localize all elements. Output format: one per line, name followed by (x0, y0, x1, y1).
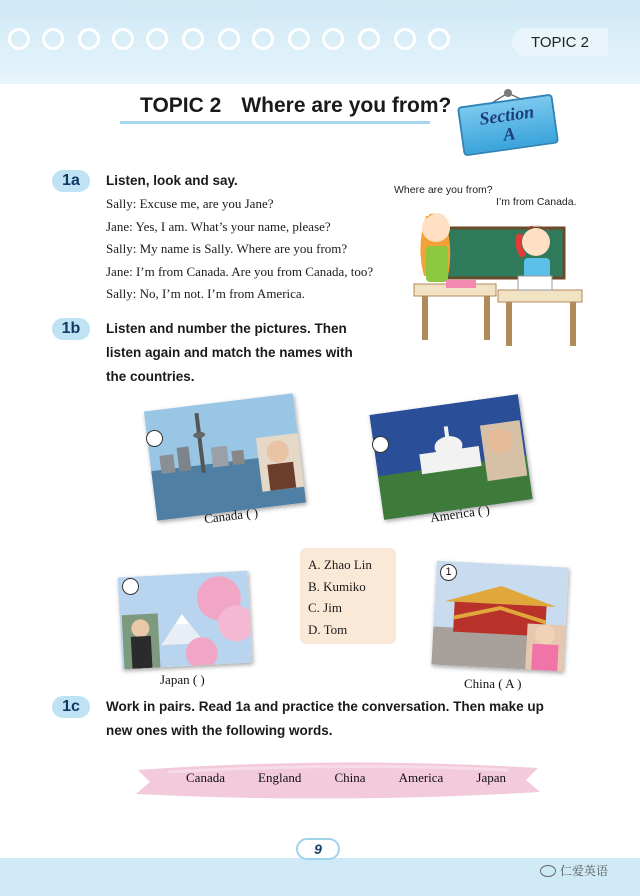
speech-bubble-answer: I’m from Canada. (496, 196, 577, 208)
number-circle-china: 1 (440, 564, 457, 581)
photo-america (369, 394, 532, 520)
title-underline (120, 121, 430, 124)
word-item: Canada (186, 770, 225, 785)
instruction-1b (106, 317, 353, 389)
name-option: A. Zhao Lin (308, 557, 372, 572)
number-circle-canada[interactable] (146, 430, 163, 447)
name-option: D. Tom (308, 621, 348, 637)
exercise-label-1b: 1b (52, 318, 90, 340)
instruction-line: Work in pairs. Read 1a and practice the conversation. Then make up (106, 699, 544, 714)
names-box (300, 548, 396, 644)
section-letter: A (501, 123, 517, 145)
word-item: Japan (476, 770, 506, 785)
name-option: B. Kumiko (308, 578, 366, 594)
instruction-line: listen again and match the names with (106, 345, 353, 360)
page-number: 9 (296, 838, 340, 860)
dialogue-line: Jane: Yes, I am. What’s your name, please? (106, 218, 331, 234)
dialogue-line: Sally: Excuse me, are you Jane? (106, 196, 274, 211)
exercise-label-1a: 1a (52, 170, 90, 192)
dialogue-line: Jane: I’m from Canada. Are you from Canada, too? (106, 263, 374, 279)
title-topic: TOPIC 2 (140, 94, 222, 117)
word-list (186, 770, 506, 786)
name-option: C. Jim (308, 600, 342, 615)
decorative-circles (0, 28, 460, 60)
caption-japan: Japan ( ) (160, 672, 205, 687)
number-circle-america[interactable] (372, 436, 389, 453)
instruction-1c (106, 695, 544, 743)
caption-china: China ( A ) (464, 676, 522, 691)
exercise-label-1c: 1c (52, 696, 90, 718)
word-item: China (334, 770, 366, 785)
dialogue-line: Sally: My name is Sally. Where are you from? (106, 241, 348, 256)
section-word: Section (477, 101, 536, 129)
classroom-illustration (386, 176, 590, 352)
dialogue-line: Sally: No, I’m not. I’m from America. (106, 286, 305, 301)
speech-bubble-question: Where are you from? (394, 184, 493, 196)
watermark (540, 862, 608, 879)
watermark-text: 仁爱英语 (560, 864, 609, 878)
topic-tab: TOPIC 2 (512, 28, 608, 56)
caption-canada: Canada ( ) (203, 504, 259, 527)
page-title (140, 94, 451, 118)
instruction-line: the countries. (106, 369, 195, 384)
wechat-icon (540, 865, 556, 877)
dialogue-1a (106, 193, 416, 306)
photo-canada (144, 393, 306, 520)
instruction-1a: Listen, look and say. (106, 173, 238, 188)
caption-america: America ( ) (429, 501, 491, 526)
header-band (0, 0, 640, 84)
instruction-line: Listen and number the pictures. Then (106, 321, 347, 336)
section-sign (452, 88, 564, 154)
word-item: America (398, 770, 444, 785)
instruction-line: new ones with the following words. (106, 723, 333, 738)
word-item: England (258, 770, 302, 785)
title-text: Where are you from? (241, 94, 452, 117)
number-circle-japan[interactable] (122, 578, 139, 595)
